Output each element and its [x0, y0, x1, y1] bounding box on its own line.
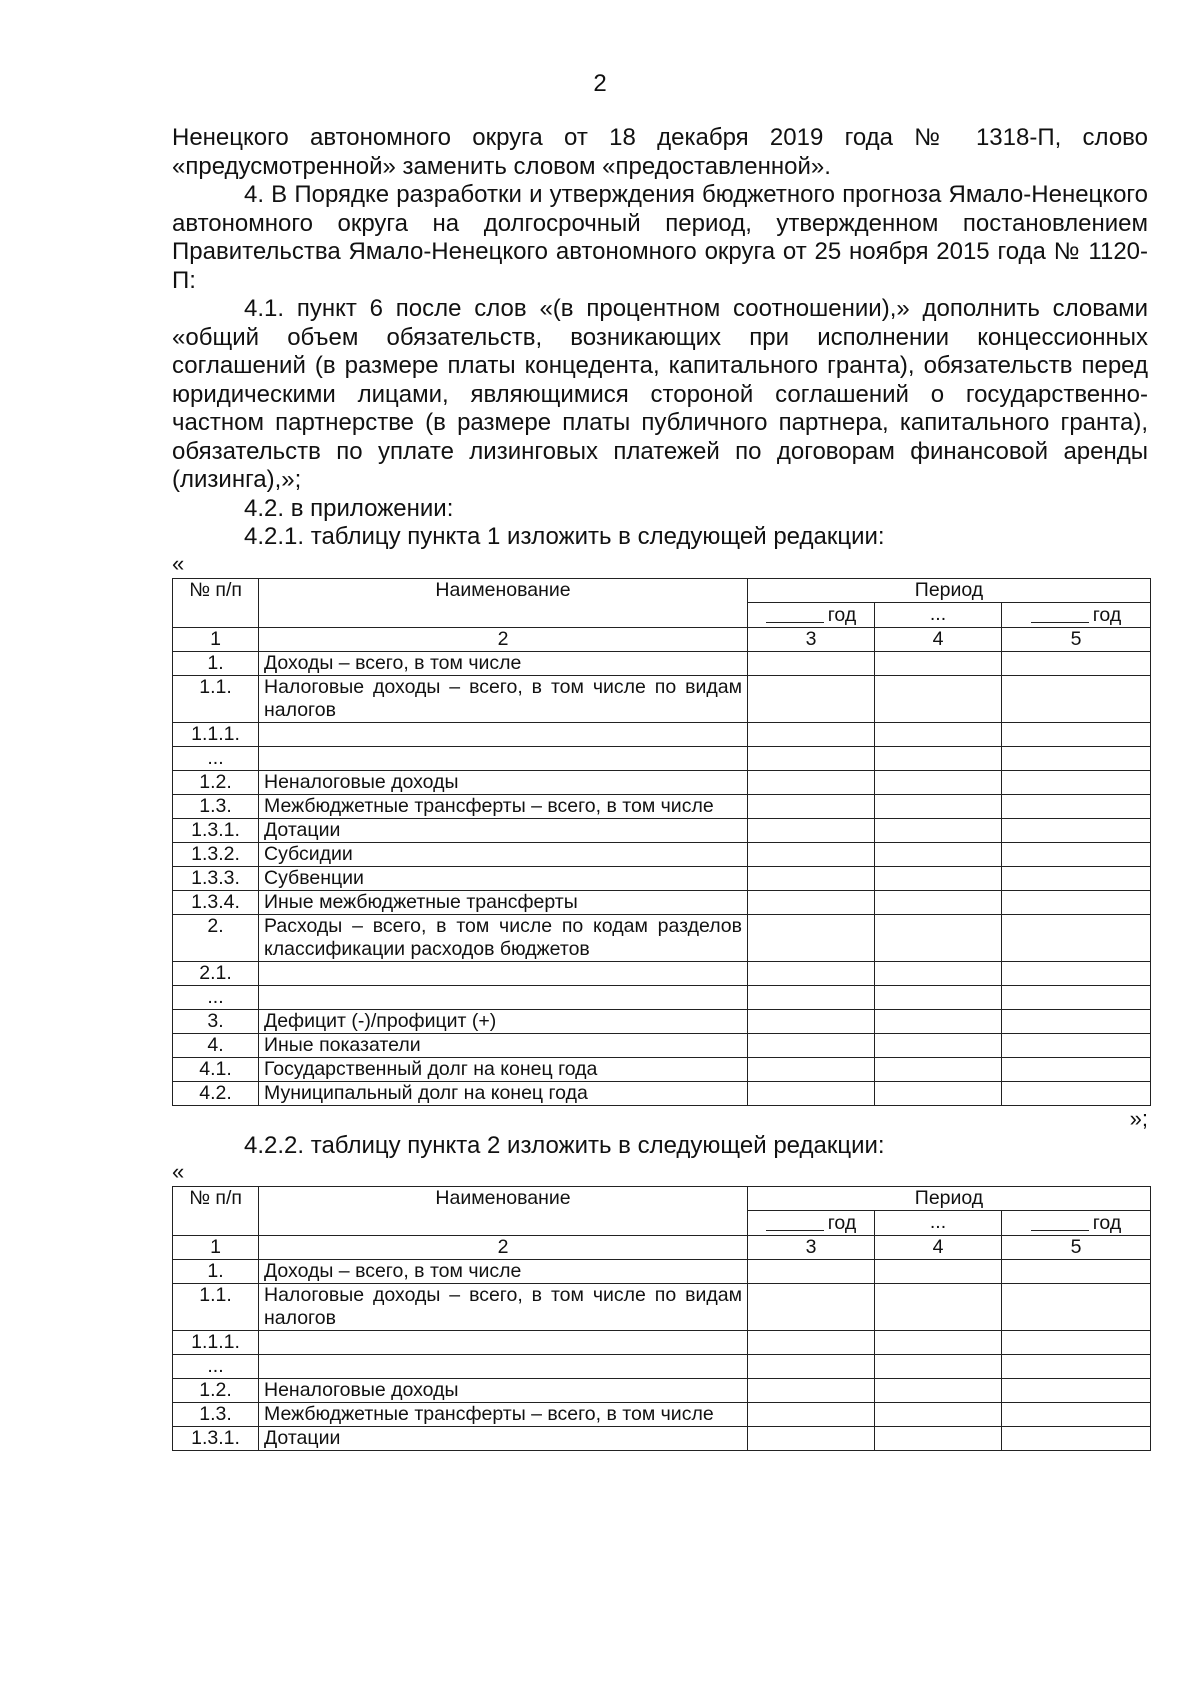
- value-cell: [1002, 985, 1151, 1009]
- value-cell: [748, 651, 875, 675]
- value-cell: [875, 1057, 1002, 1081]
- table-row: [173, 1427, 1151, 1451]
- value-cell: [1002, 794, 1151, 818]
- value-cell: [748, 1427, 875, 1451]
- table-row: [173, 746, 1151, 770]
- colnum-2: 2: [259, 1236, 748, 1260]
- value-cell: [748, 1033, 875, 1057]
- value-cell: [875, 794, 1002, 818]
- value-cell: [748, 1284, 875, 1331]
- value-cell: [1002, 1081, 1151, 1105]
- value-cell: [1002, 818, 1151, 842]
- table-row: [173, 1331, 1151, 1355]
- page-number: 2: [593, 70, 607, 97]
- colnum-5: 5: [1002, 627, 1151, 651]
- colnum-4: 4: [875, 627, 1002, 651]
- row-name: Межбюджетные трансферты – всего, в том числе: [259, 794, 748, 818]
- value-cell: [748, 1057, 875, 1081]
- value-cell: [875, 961, 1002, 985]
- value-cell: [875, 651, 1002, 675]
- row-name: [259, 961, 748, 985]
- paragraph-item-4-2-1: 4.2.1. таблицу пункта 1 изложить в следующей редакции:: [244, 523, 885, 550]
- table-row: [173, 866, 1151, 890]
- paragraph-item-4: 4. В Порядке разработки и утверждения бюджетного прогноза Ямало-Ненецкого автономного округа на долгосрочный период, утвержденном постановлением Правительства Ямало-Ненецкого автономного округа от 25 ноября 2015 года № 1120-П:: [172, 181, 1148, 294]
- table-row: [173, 1260, 1151, 1284]
- value-cell: [748, 818, 875, 842]
- row-name: Субвенции: [259, 866, 748, 890]
- value-cell: [875, 722, 1002, 746]
- row-number: 1.3.2.: [173, 842, 259, 866]
- value-cell: [875, 1284, 1002, 1331]
- value-cell: [1002, 1379, 1151, 1403]
- header-name: Наименование: [259, 578, 748, 627]
- table-row: [173, 1284, 1151, 1331]
- value-cell: [1002, 770, 1151, 794]
- row-name: [259, 1355, 748, 1379]
- header-num: № п/п: [173, 578, 259, 627]
- value-cell: [1002, 890, 1151, 914]
- value-cell: [748, 722, 875, 746]
- value-cell: [1002, 1009, 1151, 1033]
- value-cell: [1002, 651, 1151, 675]
- row-name: Доходы – всего, в том числе: [259, 651, 748, 675]
- header-year-ellipsis: ...: [875, 602, 1002, 627]
- value-cell: [748, 675, 875, 722]
- row-number: 2.1.: [173, 961, 259, 985]
- value-cell: [1002, 1033, 1151, 1057]
- row-name: [259, 985, 748, 1009]
- value-cell: [875, 842, 1002, 866]
- row-name: Муниципальный долг на конец года: [259, 1081, 748, 1105]
- row-number: ...: [173, 746, 259, 770]
- table-row: [173, 818, 1151, 842]
- row-number: 1.1.: [173, 1284, 259, 1331]
- header-year-n: год: [1002, 1211, 1151, 1236]
- row-number: 1.3.3.: [173, 866, 259, 890]
- row-name: Иные показатели: [259, 1033, 748, 1057]
- value-cell: [875, 1403, 1002, 1427]
- row-number: 1.3.1.: [173, 818, 259, 842]
- row-number: ...: [173, 1355, 259, 1379]
- colnum-5: 5: [1002, 1236, 1151, 1260]
- value-cell: [875, 1355, 1002, 1379]
- row-name: Государственный долг на конец года: [259, 1057, 748, 1081]
- header-year-ellipsis: ...: [875, 1211, 1002, 1236]
- row-number: 1.1.1.: [173, 722, 259, 746]
- row-name: Иные межбюджетные трансферты: [259, 890, 748, 914]
- colnum-3: 3: [748, 1236, 875, 1260]
- row-name: Межбюджетные трансферты – всего, в том числе: [259, 1403, 748, 1427]
- value-cell: [875, 1033, 1002, 1057]
- row-name: Дефицит (-)/профицит (+): [259, 1009, 748, 1033]
- row-number: 1.: [173, 1260, 259, 1284]
- value-cell: [875, 1379, 1002, 1403]
- value-cell: [1002, 1331, 1151, 1355]
- value-cell: [748, 1355, 875, 1379]
- paragraph-item-4-2: 4.2. в приложении:: [244, 494, 454, 522]
- table-row: [173, 1379, 1151, 1403]
- table-row: [173, 985, 1151, 1009]
- row-name: Дотации: [259, 1427, 748, 1451]
- row-number: 2.: [173, 914, 259, 961]
- table-row: [173, 770, 1151, 794]
- quote-open-2: «: [172, 1159, 185, 1184]
- budget-forecast-table-1: [172, 578, 1151, 1106]
- value-cell: [1002, 1355, 1151, 1379]
- paragraph-item-4-1: 4.1. пункт 6 после слов «(в процентном соотношении),» дополнить словами «общий объем обязательств, возникающих при исполнении концессионных соглашений (в размере платы концедента, капитального гранта), обязательств перед юридическими лицами, являющимися стороной соглашений о государственно-частном партнерстве (в размере платы публичного партнера, капитального гранта), обязательств по уплате лизинговых платежей по договорам финансовой аренды (лизинга),»;: [172, 295, 1148, 493]
- row-name: Расходы – всего, в том числе по кодам разделов классификации расходов бюджетов: [259, 914, 748, 961]
- row-number: 1.: [173, 651, 259, 675]
- row-name: [259, 722, 748, 746]
- colnum-1: 1: [173, 1236, 259, 1260]
- quote-close: »;: [1129, 1105, 1148, 1131]
- value-cell: [875, 914, 1002, 961]
- header-year-1: год: [748, 602, 875, 627]
- row-name: Дотации: [259, 818, 748, 842]
- header-year-n: год: [1002, 602, 1151, 627]
- row-name: Налоговые доходы – всего, в том числе по видам налогов: [259, 1284, 748, 1331]
- value-cell: [875, 1009, 1002, 1033]
- paragraph-continuation: Ненецкого автономного округа от 18 декабря 2019 года № 1318-П, слово «предусмотренной» заменить словом «предоставленной».: [172, 124, 1148, 180]
- value-cell: [1002, 961, 1151, 985]
- table-row: [173, 1081, 1151, 1105]
- value-cell: [748, 842, 875, 866]
- value-cell: [748, 1379, 875, 1403]
- value-cell: [875, 1427, 1002, 1451]
- value-cell: [748, 961, 875, 985]
- value-cell: [1002, 1057, 1151, 1081]
- table-row: [173, 794, 1151, 818]
- value-cell: [875, 890, 1002, 914]
- value-cell: [1002, 842, 1151, 866]
- value-cell: [748, 1009, 875, 1033]
- value-cell: [748, 794, 875, 818]
- value-cell: [875, 1331, 1002, 1355]
- row-number: 3.: [173, 1009, 259, 1033]
- table-row: [173, 651, 1151, 675]
- value-cell: [1002, 746, 1151, 770]
- row-name: Доходы – всего, в том числе: [259, 1260, 748, 1284]
- value-cell: [748, 1260, 875, 1284]
- row-name: Субсидии: [259, 842, 748, 866]
- row-number: 1.2.: [173, 1379, 259, 1403]
- row-number: 4.1.: [173, 1057, 259, 1081]
- value-cell: [1002, 1427, 1151, 1451]
- table-row: [173, 914, 1151, 961]
- value-cell: [748, 770, 875, 794]
- value-cell: [1002, 866, 1151, 890]
- row-name: [259, 1331, 748, 1355]
- colnum-1: 1: [173, 627, 259, 651]
- colnum-2: 2: [259, 627, 748, 651]
- value-cell: [748, 890, 875, 914]
- value-cell: [875, 818, 1002, 842]
- value-cell: [748, 1081, 875, 1105]
- table-row: [173, 1403, 1151, 1427]
- value-cell: [875, 866, 1002, 890]
- value-cell: [748, 746, 875, 770]
- value-cell: [748, 866, 875, 890]
- row-number: 1.3.: [173, 1403, 259, 1427]
- row-name: Неналоговые доходы: [259, 1379, 748, 1403]
- value-cell: [875, 770, 1002, 794]
- row-number: 4.2.: [173, 1081, 259, 1105]
- table-row: [173, 961, 1151, 985]
- table-row: [173, 722, 1151, 746]
- quote-open: «: [172, 550, 185, 576]
- header-period: Период: [748, 1187, 1151, 1211]
- value-cell: [748, 1331, 875, 1355]
- row-number: 1.3.: [173, 794, 259, 818]
- row-number: 1.3.4.: [173, 890, 259, 914]
- colnum-3: 3: [748, 627, 875, 651]
- table-row: [173, 1033, 1151, 1057]
- header-name: Наименование: [259, 1187, 748, 1236]
- value-cell: [1002, 675, 1151, 722]
- value-cell: [1002, 1403, 1151, 1427]
- table-row: [173, 1009, 1151, 1033]
- value-cell: [748, 1403, 875, 1427]
- table-row: [173, 1057, 1151, 1081]
- row-number: 1.2.: [173, 770, 259, 794]
- row-name: Неналоговые доходы: [259, 770, 748, 794]
- row-number: 1.1.: [173, 675, 259, 722]
- header-period: Период: [748, 578, 1151, 602]
- budget-forecast-table-2: [172, 1186, 1151, 1451]
- value-cell: [1002, 1260, 1151, 1284]
- value-cell: [748, 985, 875, 1009]
- table-row: [173, 675, 1151, 722]
- paragraph-item-4-2-2: 4.2.2. таблицу пункта 2 изложить в следующей редакции:: [244, 1131, 885, 1159]
- value-cell: [875, 746, 1002, 770]
- header-num: № п/п: [173, 1187, 259, 1236]
- row-name: [259, 746, 748, 770]
- value-cell: [875, 985, 1002, 1009]
- value-cell: [1002, 1284, 1151, 1331]
- value-cell: [875, 675, 1002, 722]
- row-number: 1.3.1.: [173, 1427, 259, 1451]
- row-number: 1.1.1.: [173, 1331, 259, 1355]
- row-number: 4.: [173, 1033, 259, 1057]
- value-cell: [1002, 722, 1151, 746]
- value-cell: [748, 914, 875, 961]
- header-year-1: год: [748, 1211, 875, 1236]
- table-row: [173, 890, 1151, 914]
- row-number: ...: [173, 985, 259, 1009]
- table-row: [173, 842, 1151, 866]
- table-row: [173, 1355, 1151, 1379]
- value-cell: [1002, 914, 1151, 961]
- colnum-4: 4: [875, 1236, 1002, 1260]
- value-cell: [875, 1260, 1002, 1284]
- value-cell: [875, 1081, 1002, 1105]
- document-body: [172, 124, 1148, 1451]
- row-name: Налоговые доходы – всего, в том числе по видам налогов: [259, 675, 748, 722]
